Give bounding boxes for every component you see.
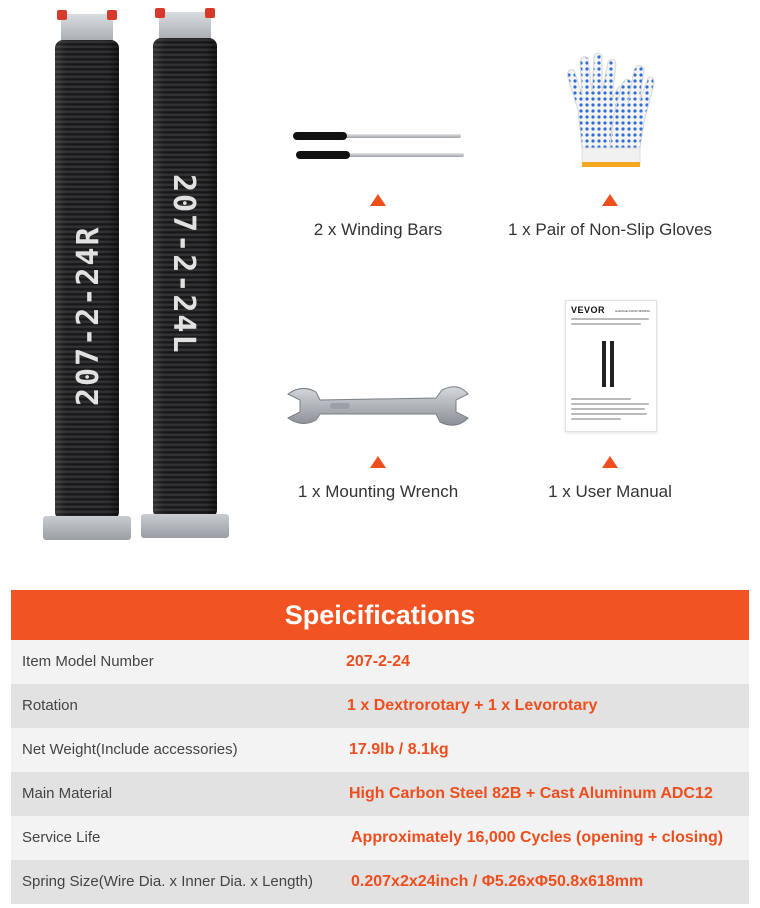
table-row (11, 772, 749, 816)
table-row (11, 640, 749, 684)
spec-value: 1 x Dextrorotary + 1 x Levorotary (347, 697, 598, 714)
stationary-cone-plate (43, 516, 131, 540)
spec-label: Service Life (22, 829, 101, 846)
table-row (11, 728, 749, 772)
table-row (11, 860, 749, 904)
winding-cone (61, 14, 113, 42)
bottom-margin (0, 904, 760, 908)
caption-winding-bars: 2 x Winding Bars (313, 220, 443, 239)
stationary-cone-plate (141, 514, 229, 538)
caption-gloves: 1 x Pair of Non-Slip Gloves (507, 220, 713, 239)
winding-cone (159, 12, 211, 40)
spec-value: Approximately 16,000 Cycles (opening + closing) (351, 829, 724, 846)
caption-wrench: 1 x Mounting Wrench (297, 482, 459, 501)
spec-value: 207-2-24 (346, 653, 411, 670)
user-manual-image (565, 300, 657, 432)
table-row (11, 684, 749, 728)
specifications-title: Speicifications (11, 590, 749, 640)
gloves-icon (560, 48, 660, 172)
table-row (11, 816, 749, 860)
manual-brand-logo: VEVOR (571, 305, 606, 315)
triangle-marker-icon (602, 194, 618, 206)
triangle-marker-icon (370, 194, 386, 206)
winding-bar (295, 134, 461, 138)
triangle-marker-icon (602, 456, 618, 468)
spec-value: 17.9lb / 8.1kg (349, 741, 449, 758)
spec-label: Spring Size(Wire Dia. x Inner Dia. x Length) (22, 873, 313, 890)
caption-manual: 1 x User Manual (548, 482, 672, 501)
spec-label: Main Material (22, 785, 113, 802)
manual-title: GARAGE DOOR SPRING (614, 309, 650, 313)
manual-spring-illustration (602, 341, 616, 387)
spec-label: Net Weight(Include accessories) (22, 741, 238, 758)
spec-label: Item Model Number (22, 653, 154, 670)
torsion-spring-right (55, 6, 119, 546)
spec-value: 0.207x2x24inch / Φ5.26xΦ50.8x618mm (351, 873, 644, 890)
spring-code: 207-2-24L (166, 174, 201, 355)
spring-code: 207-2-24R (71, 225, 106, 406)
winding-bar (298, 153, 464, 157)
spec-value: High Carbon Steel 82B + Cast Aluminum ADC12 (349, 785, 713, 802)
torsion-spring-left (153, 4, 217, 544)
spec-label: Rotation (22, 697, 78, 714)
specifications-table (11, 590, 749, 904)
wrench-icon (286, 384, 470, 428)
triangle-marker-icon (370, 456, 386, 468)
